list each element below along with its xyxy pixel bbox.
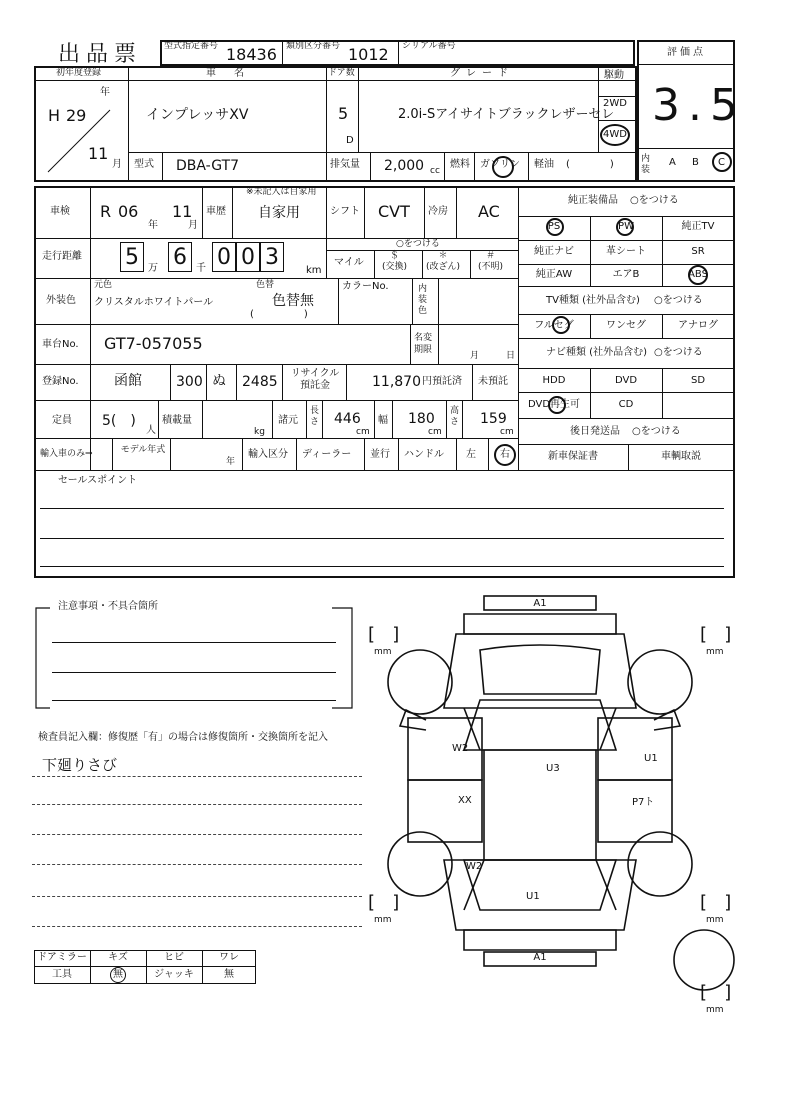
width-label: 幅 xyxy=(378,415,388,426)
navi-dvd-play: DVD再生可 xyxy=(527,399,581,410)
mm-rl: mm xyxy=(374,915,392,925)
reg-number: 2485 xyxy=(242,374,278,390)
diag-u1-rear: U1 xyxy=(526,891,540,902)
model-code-value: 18436 xyxy=(226,45,277,64)
diag-w2-rear: W2 xyxy=(466,861,483,872)
mileage-digit-1: 5 xyxy=(120,242,144,272)
grade-label: グレード xyxy=(450,68,514,79)
mileage-label: 走行距離 xyxy=(42,251,82,262)
drive-2wd: 2WD xyxy=(603,98,627,109)
first-reg-slash xyxy=(44,108,114,174)
mm-fl: mm xyxy=(374,647,392,657)
acc-jack: ジャッキ xyxy=(154,969,194,980)
acc-tools-value: 無 xyxy=(113,969,123,980)
repaint-label: 色替 xyxy=(256,280,275,290)
repaint-paren: ( ) xyxy=(250,309,308,320)
reg-kana: ぬ xyxy=(212,373,226,389)
length-label: 長さ xyxy=(310,406,320,427)
fuel-gas-circle xyxy=(492,156,514,178)
tv-fullseg-circle xyxy=(552,316,570,334)
class-code-label: 類別区分番号 xyxy=(286,41,341,51)
equip-aw: 純正AW xyxy=(535,269,573,280)
mileage-mark-note: ○をつける xyxy=(396,239,440,249)
recycle-paid: 円預託済 xyxy=(422,376,462,387)
inspection-month: 11 xyxy=(172,202,193,221)
equip-pw-circle xyxy=(616,218,634,236)
first-reg-label: 初年度登録 xyxy=(56,68,102,78)
diag-xx: XX xyxy=(458,795,472,806)
mm-bracket-rr: [ ] xyxy=(700,892,732,913)
import-dealer: ディーラー xyxy=(302,449,352,460)
capacity-unit: 人 xyxy=(146,425,156,436)
model-year-label: モデル年式 xyxy=(120,445,166,455)
interior-color-label: 内装色 xyxy=(418,284,428,316)
car-name-label: 車名 xyxy=(206,68,262,79)
recycle-label: リサイクル預託金 xyxy=(290,368,340,391)
first-reg-year: 29 xyxy=(66,106,87,125)
equip-mark-note: ○をつける xyxy=(630,195,679,206)
reg-class: 300 xyxy=(176,374,203,390)
chassis-label: 車台No. xyxy=(42,339,79,350)
fuel-other: ( ) xyxy=(566,159,614,170)
drive-4wd-circle xyxy=(600,124,630,146)
equip-leather: 革シート xyxy=(606,246,646,257)
orig-color-label: 元色 xyxy=(94,280,113,290)
acc-jack-value: 無 xyxy=(224,969,234,980)
mileage-digit-4: 0 xyxy=(236,242,260,272)
handle-left: 左 xyxy=(466,449,476,460)
inspection-era: R xyxy=(100,202,112,221)
first-reg-year-unit: 年 xyxy=(100,87,110,98)
load-label: 積載量 xyxy=(162,415,192,426)
height-value: 159 xyxy=(480,411,507,427)
class-code-value: 1012 xyxy=(348,45,389,64)
car-name-value: インプレッサXV xyxy=(146,107,249,123)
acc-tools-circle xyxy=(110,967,126,983)
capacity-label: 定員 xyxy=(52,415,72,426)
diag-u1-side: U1 xyxy=(644,753,658,764)
mm-bracket-spare: [ ] xyxy=(700,982,732,1003)
model-year-unit: 年 xyxy=(226,457,236,467)
navi-dvd: DVD xyxy=(614,375,638,386)
serial-label: シリアル番号 xyxy=(402,41,456,51)
mileage-digit-2: 6 xyxy=(168,242,192,272)
door-type: D xyxy=(346,135,354,146)
equip-tv: 純正TV xyxy=(681,221,715,232)
interior-b: B xyxy=(692,157,699,168)
mileage-sen: 千 xyxy=(196,263,206,274)
acc-scratch: キズ xyxy=(108,952,128,963)
repaint-value: 色替無 xyxy=(272,293,314,309)
equip-ps-circle xyxy=(546,218,564,236)
mm-bracket-rl: [ ] xyxy=(368,892,400,913)
displacement-label: 排気量 xyxy=(330,159,360,170)
inspection-month-unit: 月 xyxy=(188,220,198,231)
mm-bracket-fl: [ ] xyxy=(368,624,400,645)
equip-title: 純正装備品 xyxy=(568,195,618,206)
interior-label: 内装 xyxy=(641,154,651,175)
mileage-mile: マイル xyxy=(334,257,364,268)
displacement-unit: cc xyxy=(430,166,440,176)
mm-fr: mm xyxy=(706,647,724,657)
inspection-year-unit: 年 xyxy=(148,220,158,231)
tv-fullseg: フルセグ xyxy=(534,320,574,331)
after-manual: 車輌取説 xyxy=(661,451,701,462)
tv-analog: アナログ xyxy=(678,320,718,331)
car-damage-diagram xyxy=(360,590,760,1030)
first-reg-era: H xyxy=(48,106,61,125)
drive-label: 駆動 xyxy=(604,70,624,81)
name-change-day: 日 xyxy=(506,351,516,361)
drive-4wd: 4WD xyxy=(603,129,627,140)
shift-value: CVT xyxy=(378,202,410,221)
width-value: 180 xyxy=(408,411,435,427)
diag-front-a1: A1 xyxy=(533,598,547,609)
mileage-unknown: ＃ (不明) xyxy=(478,251,504,272)
mileage-digit-3: 0 xyxy=(212,242,236,272)
navi-sd: SD xyxy=(690,375,706,386)
width-unit: cm xyxy=(428,427,442,437)
recycle-unpaid: 未預託 xyxy=(478,376,508,387)
load-unit: kg xyxy=(254,427,265,437)
equip-sr: SR xyxy=(691,246,705,257)
sales-point-label: セールスポイント xyxy=(58,475,138,486)
equip-pw: PW xyxy=(618,221,634,232)
equip-airbag: エアB xyxy=(612,269,640,280)
inspection-year: 06 xyxy=(118,202,139,221)
shift-label: シフト xyxy=(330,206,360,217)
length-unit: cm xyxy=(356,427,370,437)
diag-p7: P7ト xyxy=(632,797,655,808)
ac-label: 冷房 xyxy=(428,206,448,217)
model-label: 型式 xyxy=(134,159,154,170)
recycle-amount: 11,870 xyxy=(372,374,421,390)
model-value: DBA-GT7 xyxy=(176,158,240,174)
navi-title: ナビ種類 (社外品含む) xyxy=(546,347,647,358)
height-label: 高さ xyxy=(450,406,460,427)
diag-w2-front: W2 xyxy=(452,743,469,754)
first-reg-month: 11 xyxy=(88,144,109,163)
after-warranty: 新車保証書 xyxy=(548,451,598,462)
mileage-digit-5: 3 xyxy=(260,242,284,272)
handle-right-circle xyxy=(494,444,516,466)
first-reg-month-unit: 月 xyxy=(112,159,122,170)
displacement-value: 2,000 xyxy=(384,158,425,174)
tv-mark-note: ○をつける xyxy=(654,295,703,306)
mm-bracket-fr: [ ] xyxy=(700,624,732,645)
color-label: 外装色 xyxy=(46,295,76,306)
reg-label: 登録No. xyxy=(42,376,79,387)
acc-break: ワレ xyxy=(219,952,239,963)
equip-navi: 純正ナビ xyxy=(534,246,574,257)
name-change-month: 月 xyxy=(470,351,480,361)
orig-color-value: クリスタルホワイトパール xyxy=(94,297,214,308)
ac-value: AC xyxy=(478,202,500,221)
score-label: 評価点 xyxy=(667,47,706,58)
name-change-label: 名変期限 xyxy=(414,333,433,355)
navi-dvd-play-circle xyxy=(548,396,566,414)
tv-title: TV種類 (社外品含む) xyxy=(546,295,640,306)
diag-rear-a1: A1 xyxy=(533,952,547,963)
length-value: 446 xyxy=(334,411,361,427)
color-no-label: カラーNo. xyxy=(342,281,389,292)
tv-oneseg: ワンセグ xyxy=(606,320,646,331)
fuel-label: 燃料 xyxy=(450,159,470,170)
inspector-label: 検査員記入欄：修復歴「有」の場合は修復箇所・交換箇所を記入 xyxy=(38,732,328,743)
inspection-label: 車検 xyxy=(50,206,70,217)
history-label: 車歴 xyxy=(206,206,226,217)
mileage-altered: ＊ (改ざん) xyxy=(426,251,461,272)
diag-u3: U3 xyxy=(546,763,560,774)
mm-spare: mm xyxy=(706,1005,724,1015)
chassis-value: GT7-057055 xyxy=(104,334,203,353)
history-value: 自家用 xyxy=(258,205,300,221)
fuel-gas: ガソリン xyxy=(480,159,520,170)
mileage-km: km xyxy=(306,265,322,276)
equip-abs-circle xyxy=(688,265,708,285)
equip-abs: ABS xyxy=(688,269,708,280)
equip-ps: PS xyxy=(547,221,561,232)
doors-value: 5 xyxy=(338,104,349,123)
model-code-label: 型式指定番号 xyxy=(164,41,219,51)
dim-label: 諸元 xyxy=(278,415,298,426)
capacity-value: 5( ) xyxy=(102,413,136,429)
navi-hdd: HDD xyxy=(542,375,566,386)
inspector-text: 下廻りさび xyxy=(42,756,118,774)
doors-label: ドア数 xyxy=(328,68,355,78)
fuel-diesel: 軽油 xyxy=(534,159,554,170)
reg-area: 函館 xyxy=(114,373,142,389)
after-title: 後日発送品 xyxy=(570,426,620,437)
score-value: 3.5 xyxy=(652,80,746,131)
acc-crack: ヒビ xyxy=(164,952,184,963)
import-label: 輸入車のみ⇒ xyxy=(40,449,93,459)
interior-c-circle xyxy=(712,152,732,172)
notes-bracket xyxy=(30,601,360,714)
handle-label: ハンドル xyxy=(404,449,444,460)
acc-mirror: ドアミラー xyxy=(37,952,87,963)
import-class-label: 輸入区分 xyxy=(248,449,288,460)
history-note: ※未記入は自家用 xyxy=(246,187,317,197)
acc-tools: 工具 xyxy=(52,969,72,980)
notes-label: 注意事項・不具合箇所 xyxy=(58,601,158,612)
after-mark-note: ○をつける xyxy=(632,426,681,437)
mileage-exchange: ＄ (交換) xyxy=(382,251,408,272)
height-unit: cm xyxy=(500,427,514,437)
handle-right: 右 xyxy=(500,449,510,460)
form-title: 出品票 xyxy=(58,42,143,67)
navi-mark-note: ○をつける xyxy=(654,347,703,358)
mm-rr: mm xyxy=(706,915,724,925)
import-parallel: 並行 xyxy=(370,449,390,460)
interior-c: C xyxy=(718,157,725,168)
grade-value: 2.0i-Sアイサイトブラックレザーセレ xyxy=(398,107,615,122)
interior-a: A xyxy=(669,157,676,168)
mileage-man: 万 xyxy=(148,263,158,274)
navi-cd: CD xyxy=(618,399,634,410)
